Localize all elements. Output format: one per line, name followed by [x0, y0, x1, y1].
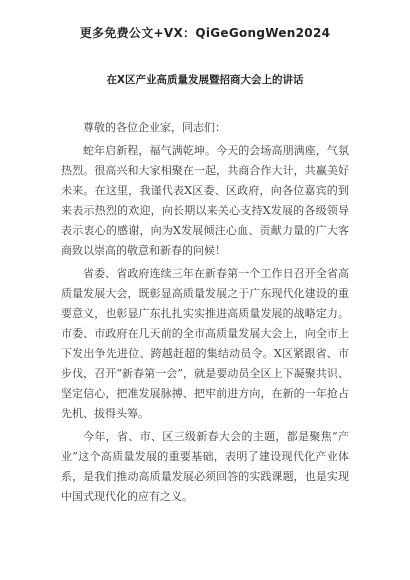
paragraph-3: 今年，省、市、区三级新春大会的主题，都是聚焦“产业”这个高质量发展的重要基础，表明了建设现代化产业体系，是我们推动高质量发展必须回答的实践课题，也是实现中国式现代化的应有之义。: [61, 430, 349, 503]
document-body: [61, 118, 349, 510]
paragraph-1: 蛇年启新程，福气满乾坤。今天的会场高朋满座，气氛热烈。很高兴和大家相聚在一起，共商合作大计，共赢美好未来。在这里，我谨代表X区委、区政府，向各位嘉宾的到来表示热烈的欢迎，向长期以来关心支持X发展的各级领导表示衷心的感谢，向为X发展倾注心血、贡献力量的广大客商致以崇高的敬意和新春的问候！: [61, 144, 349, 257]
paragraph-2: 省委、省政府连续三年在新春第一个工作日召开全省高质量发展大会，既彰显高质量发展之于广东现代化建设的重要意义，也彰显广东扎扎实实推进高质量发展的战略定力。市委、市政府在几天前的全市高质量发展大会上，向全市上下发出争先进位、跨越赶超的集结动员令。X区紧跟省、市步伐，召开“新春第一会”，就是要动员全区上下凝聚共识、坚定信心，把准发展脉搏、把牢前进方向，在新的一年抢占先机、拔得头筹。: [61, 267, 349, 420]
salutation: 尊敬的各位企业家，同志们：: [83, 121, 226, 134]
document-title: 在X区产业高质量发展暨招商大会上的讲话: [106, 74, 304, 86]
page-header: 更多免费公文+VX：QiGeGongWen2024: [79, 26, 331, 40]
